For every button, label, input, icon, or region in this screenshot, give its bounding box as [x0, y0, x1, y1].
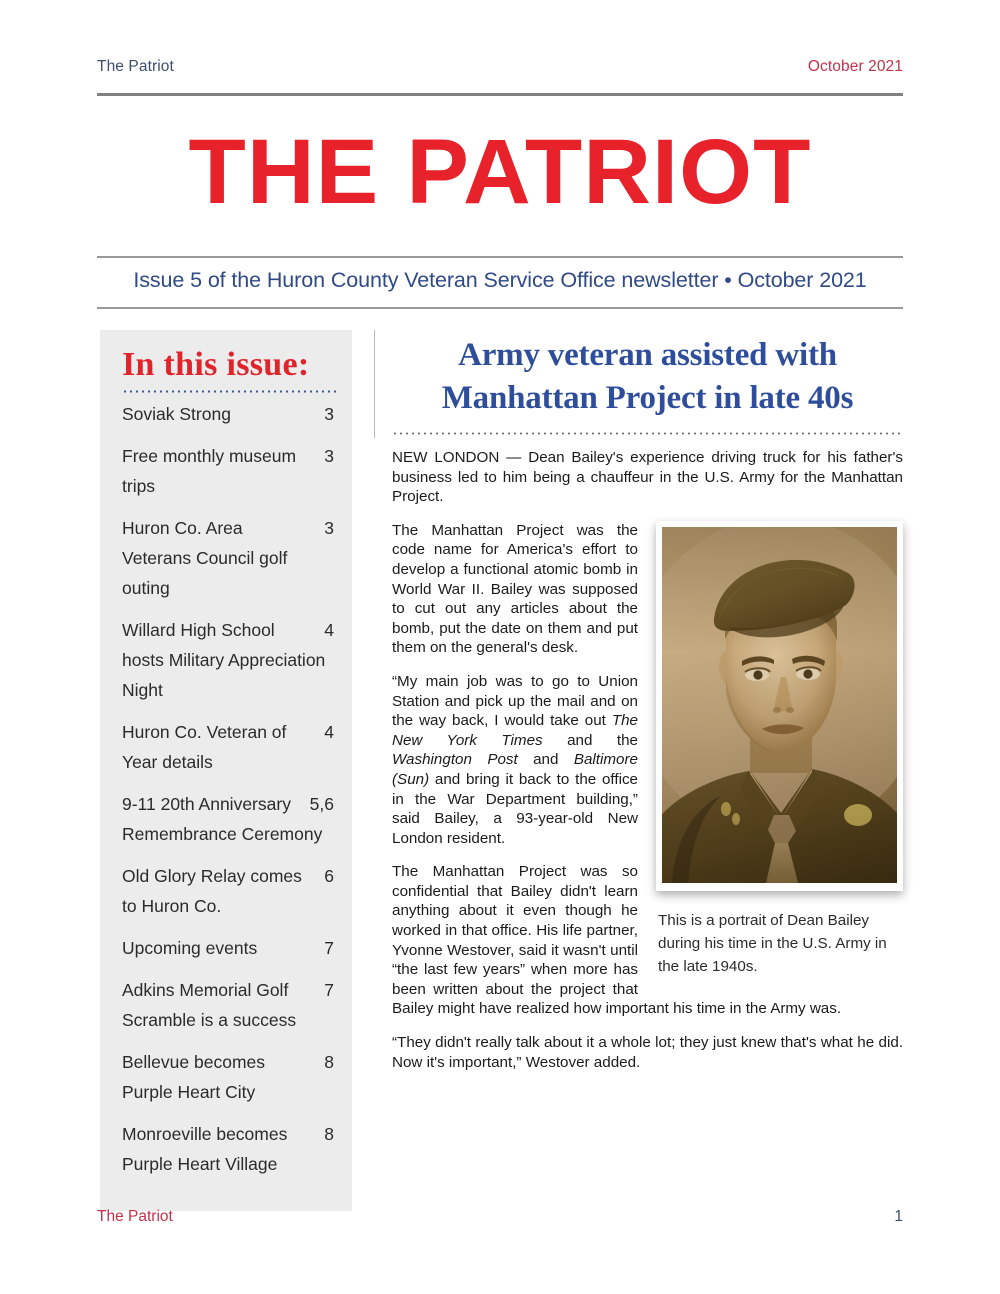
subtitle-rule-top [97, 256, 903, 258]
toc-page-number: 8 [324, 1052, 334, 1072]
article-paragraph-4: The Manhattan Project was so confidential that Bailey didn't learn anything about it even though he worked in that office. His life partner, Yvonne Westover, said it wasn't until “the last few years” when more has been written about the project that Bailey might have realized how important his time in the Army was. [392, 863, 842, 1018]
masthead-subtitle: Issue 5 of the Huron County Veteran Service Office newsletter • October 2021 [133, 268, 867, 292]
newspaper-name-nyt: The New York Times [392, 712, 638, 749]
sidebar-dotted-rule [122, 390, 336, 393]
article-paragraph-2: The Manhattan Project was the code name for America's effort to develop a functional atomic bomb in World War II. Bailey was supposed to cut out any articles about the bomb, put the date on them and put them on the general's desk. [392, 521, 638, 657]
newspaper-name-baltimore-sun: Baltimore (Sun) [392, 751, 638, 788]
toc-item-label: Free monthly museum trips [122, 446, 297, 496]
toc-page-number: 5,6 [309, 794, 334, 814]
toc-item-label: Soviak Strong [122, 404, 231, 424]
toc-page-number: 6 [324, 866, 334, 886]
portrait-photo [662, 527, 897, 883]
toc-item-label: Bellevue becomes Purple Heart City [122, 1052, 265, 1102]
quote-part-1: “My main job was to go to Union Station and pick up the mail and on the way back, I would take out [392, 672, 638, 730]
running-head-publication: The Patriot [97, 58, 174, 75]
in-this-issue-sidebar [100, 330, 352, 1211]
toc-item-free-monthly-museum-trips[interactable] [122, 441, 338, 501]
toc-page-number: 3 [324, 446, 334, 466]
toc-item-veterans-council-golf-outing[interactable] [122, 513, 338, 603]
toc-item-upcoming-events[interactable] [122, 933, 338, 963]
quote-part-4: and bring it back to the office in the War Department building,” said Bailey, a 93-year-old New London resident. [392, 770, 638, 847]
running-head-date: October 2021 [807, 58, 903, 75]
toc-item-label: 9-11 20th Anniversary Remembrance Ceremony [122, 794, 323, 844]
toc-item-label: Upcoming events [122, 938, 258, 958]
masthead-title: THE PATRIOT [188, 121, 812, 223]
newspaper-name-washington-post: Washington Post [392, 751, 518, 769]
toc-item-soviak-strong[interactable] [122, 399, 338, 429]
quote-part-3: and [517, 751, 574, 769]
toc-item-label: Huron Co. Area Veterans Council golf outing [122, 518, 288, 598]
footer-publication: The Patriot [97, 1208, 173, 1225]
running-head [97, 58, 903, 76]
toc-item-label: Old Glory Relay comes to Huron Co. [122, 866, 302, 916]
toc-item-willard-military-appreciation-night[interactable] [122, 615, 338, 705]
photo-caption: This is a portrait of Dean Bailey during his time in the U.S. Army in the late 1940s. [658, 911, 887, 975]
article-headline: Army veteran assisted with Manhattan Project in late 40s [441, 337, 854, 416]
toc-item-adkins-memorial-golf-scramble[interactable] [122, 975, 338, 1035]
header-rule [97, 93, 903, 96]
toc-item-label: Willard High School hosts Military Appreciation Night [122, 620, 326, 700]
footer-page-number: 1 [894, 1208, 903, 1225]
article-photo-figure [656, 521, 903, 978]
toc-item-bellevue-purple-heart-city[interactable] [122, 1047, 338, 1107]
page-footer [97, 1208, 903, 1226]
toc-page-number: 7 [324, 938, 334, 958]
article-lead-paragraph: NEW LONDON — Dean Bailey's experience driving truck for his father's business led to him being a chauffeur in the U.S. Army for the Manhattan Project. [392, 449, 903, 506]
sidebar-title: In this issue: [122, 346, 310, 383]
lead-article [392, 334, 903, 1072]
article-paragraph-5: “They didn't really talk about it a whole lot; they just knew that's what he did. Now it's important,” Westover added. [392, 1034, 903, 1071]
toc-page-number: 7 [324, 980, 334, 1000]
toc-page-number: 3 [324, 518, 334, 538]
headline-dotted-rule [392, 432, 903, 435]
toc-item-label: Adkins Memorial Golf Scramble is a success [122, 980, 297, 1030]
toc-item-label: Huron Co. Veteran of Year details [122, 722, 287, 772]
toc-page-number: 4 [324, 722, 334, 742]
subtitle-rule-bottom [97, 307, 903, 309]
toc-page-number: 8 [324, 1124, 334, 1144]
toc-item-old-glory-relay[interactable] [122, 861, 338, 921]
column-divider [374, 330, 375, 438]
quote-part-2: and the [542, 731, 638, 749]
photo-frame [656, 521, 903, 891]
toc-list [112, 399, 338, 1179]
toc-item-monroeville-purple-heart-village[interactable] [122, 1119, 338, 1179]
toc-page-number: 4 [324, 620, 334, 640]
toc-item-veteran-of-year-details[interactable] [122, 717, 338, 777]
toc-item-911-remembrance-ceremony[interactable] [122, 789, 338, 849]
toc-page-number: 3 [324, 404, 334, 424]
toc-item-label: Monroeville becomes Purple Heart Village [122, 1124, 288, 1174]
